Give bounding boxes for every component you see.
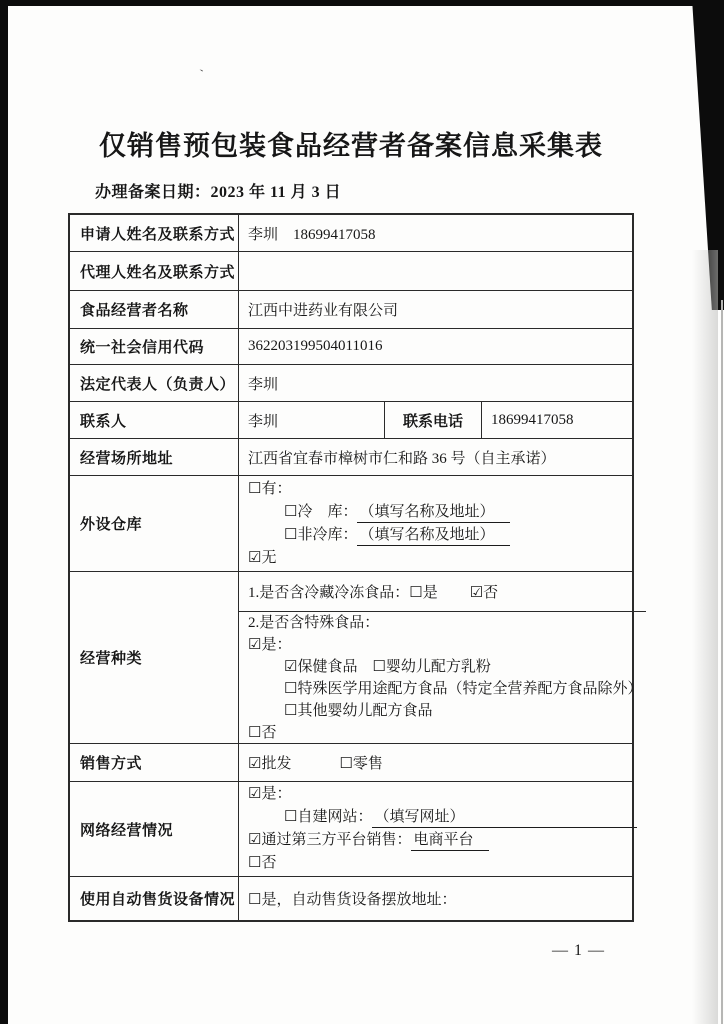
row-value <box>238 252 632 290</box>
row-value: 江西中进药业有限公司 <box>238 291 632 328</box>
row-warehouse <box>70 475 632 571</box>
row-label: 联系人 <box>80 413 127 430</box>
form-table <box>68 213 643 922</box>
checkbox-wholesale: ☑批发 <box>248 756 292 772</box>
checkbox-special-yes: ☑是： <box>248 636 292 653</box>
checkbox-online-yes: ☑是： <box>248 786 292 802</box>
row-sales-mode <box>70 743 632 781</box>
row-label: 统一社会信用代码 <box>80 340 205 356</box>
own-website-fill-line: （填写网址） <box>372 808 637 828</box>
row-vending-machine <box>70 876 632 920</box>
checkbox-online-no: ☐否 <box>248 855 277 871</box>
row-legal-rep <box>70 364 632 401</box>
checkbox-health-food: ☑保健食品 ☐婴幼儿配方乳粉 <box>284 658 491 675</box>
checkbox-retail: ☐零售 <box>339 756 383 772</box>
online-options <box>238 782 641 876</box>
checkbox-no-warehouse: ☑无 <box>248 549 277 566</box>
third-party-fill-line: 电商平台 <box>411 831 489 851</box>
noncold-warehouse-label: ☐非冷库： <box>284 526 358 543</box>
row-label: 经营种类 <box>80 651 143 667</box>
scan-right-line <box>721 300 723 1024</box>
row-value: 李圳 18699417058 <box>238 215 632 251</box>
contact-name: 李圳 <box>238 402 384 438</box>
checkbox-coldfood-question: 1.是否含冷藏冷冻食品：☐是 <box>248 585 438 601</box>
checkbox-has-warehouse: ☐有： <box>248 480 292 497</box>
checkbox-vending-yes: ☐是，自动售货设备摆放地址： <box>238 877 632 920</box>
scan-edge-left <box>0 0 8 1024</box>
contact-phone-value: 18699417058 <box>481 402 632 438</box>
special-food-question <box>239 611 646 743</box>
scan-edge-top <box>0 0 724 6</box>
checkbox-third-party-platform <box>248 829 489 852</box>
row-label: 经营场所地址 <box>80 450 174 467</box>
row-operator-name <box>70 290 632 328</box>
checkbox-special-no: ☐否 <box>248 724 277 741</box>
stray-mark: 、 <box>197 60 211 75</box>
business-types-cells <box>238 572 646 743</box>
row-credit-code <box>70 328 632 364</box>
row-value: 362203199504011016 <box>238 329 632 364</box>
row-business-types <box>70 571 643 743</box>
row-label: 法定代表人（负责人） <box>80 376 236 393</box>
cold-chain-question <box>239 572 646 611</box>
checkbox-coldfood-no: ☑否 <box>469 585 499 601</box>
scan-right-shadow <box>692 250 718 1024</box>
checkbox-noncold-warehouse <box>284 524 510 547</box>
page-title: 仅销售预包装食品经营者备案信息采集表 <box>99 131 603 161</box>
row-value: 李圳 <box>238 365 632 401</box>
row-label: 销售方式 <box>80 756 143 772</box>
row-contact <box>70 401 632 438</box>
row-value: 江西省宜春市樟树市仁和路 36 号（自主承诺） <box>238 439 632 475</box>
cold-warehouse-fill-line: （填写名称及地址） <box>357 503 510 523</box>
warehouse-options <box>238 476 632 571</box>
checkbox-cold-warehouse <box>284 501 510 524</box>
row-label: 网络经营情况 <box>80 822 174 839</box>
row-online-business <box>70 781 632 876</box>
cold-warehouse-label: ☐冷 库： <box>284 503 358 520</box>
own-website-label: ☐自建网站： <box>284 809 373 825</box>
filing-date: 办理备案日期：2023 年 11 月 3 日 <box>95 184 342 201</box>
special-food-title: 2.是否含特殊食品： <box>248 614 380 631</box>
row-label: 外设仓库 <box>80 517 143 533</box>
checkbox-own-website <box>284 806 637 829</box>
row-agent <box>70 251 632 290</box>
checkbox-special-medical-food: ☐特殊医学用途配方食品（特定全营养配方食品除外） <box>284 680 643 697</box>
row-label: 食品经营者名称 <box>80 303 189 319</box>
checkbox-other-infant-food: ☐其他婴幼儿配方食品 <box>284 702 433 719</box>
contact-phone-label: 联系电话 <box>384 402 481 438</box>
row-address <box>70 438 632 475</box>
row-applicant <box>70 215 632 251</box>
third-party-label: ☑通过第三方平台销售： <box>248 832 412 848</box>
row-label: 代理人姓名及联系方式 <box>80 264 236 281</box>
row-label: 申请人姓名及联系方式 <box>80 226 236 243</box>
sales-mode-options <box>238 744 632 781</box>
page-number: — 1 — <box>552 942 605 959</box>
row-label: 使用自动售货设备情况 <box>80 892 236 908</box>
noncold-warehouse-fill-line: （填写名称及地址） <box>357 526 510 546</box>
